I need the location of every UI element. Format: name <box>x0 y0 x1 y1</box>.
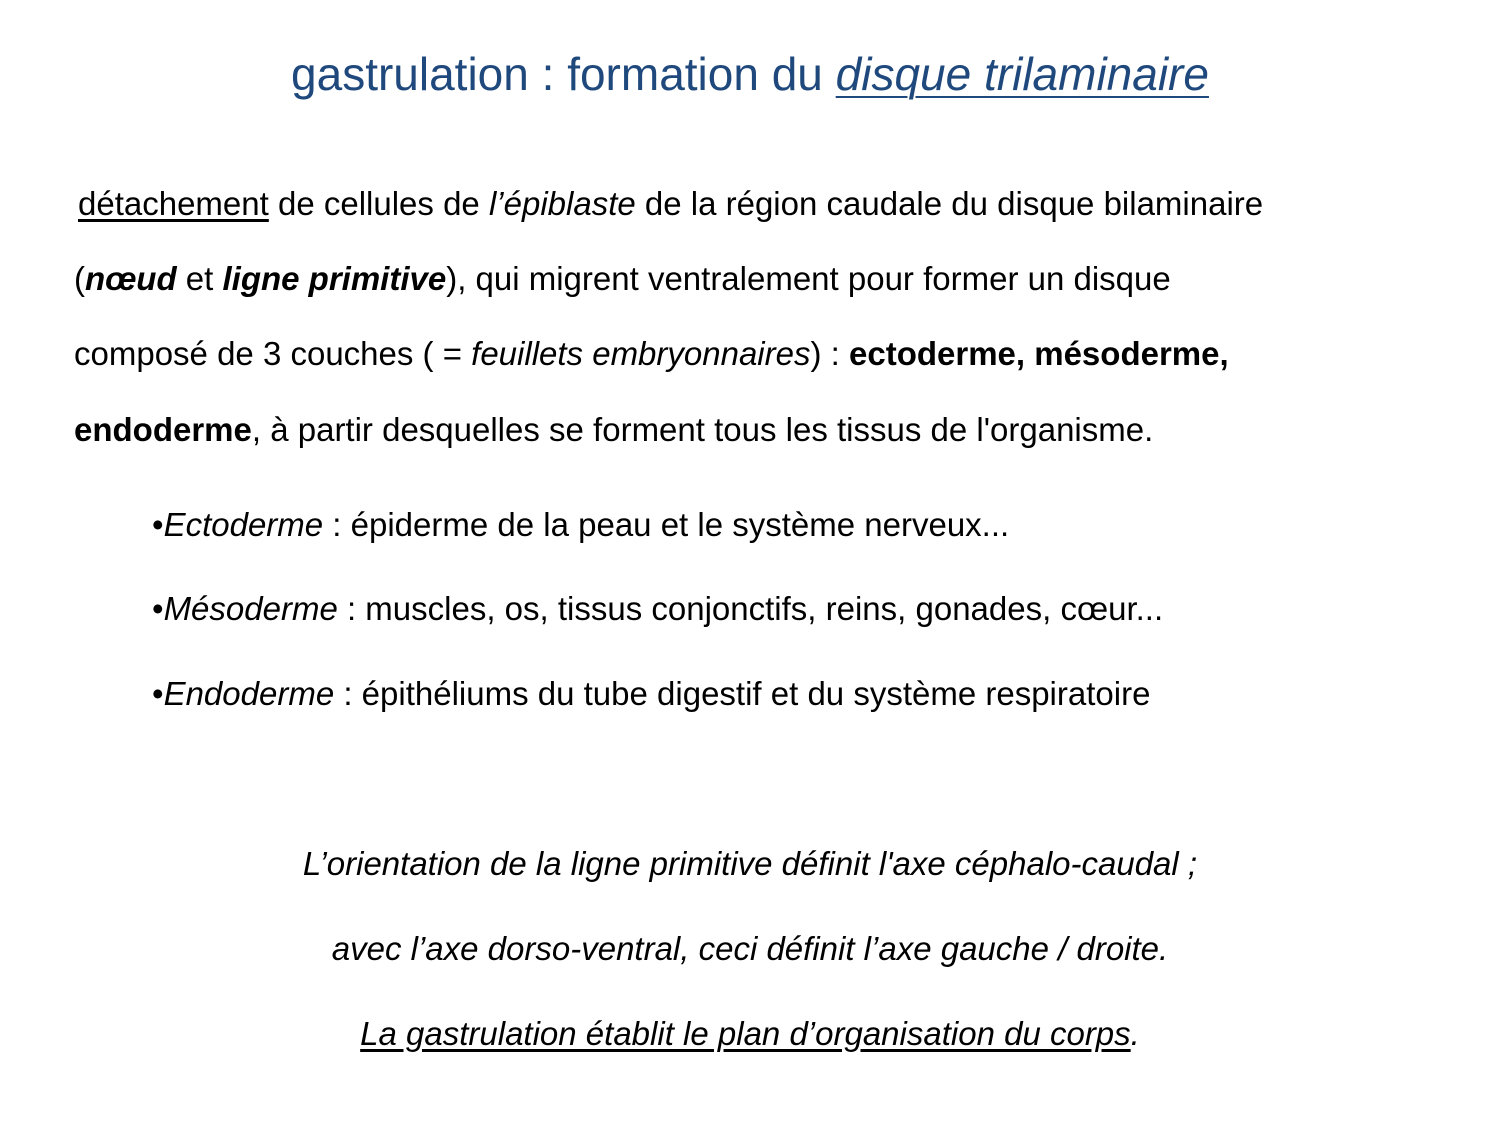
conclusion-line-1: L’orientation de la ligne primitive définit l'axe céphalo-caudal ; <box>302 845 1198 882</box>
title-emphasis: disque trilaminaire <box>835 48 1209 100</box>
paragraph-text: et <box>176 260 223 297</box>
term-epiblaste: l’épiblaste <box>488 185 636 222</box>
bullet-text: : épithéliums du tube digestif et du système respiratoire <box>334 675 1151 712</box>
bullet-marker: • <box>152 506 164 543</box>
title-prefix: gastrulation : formation du <box>291 48 836 100</box>
slide-title <box>0 42 1500 106</box>
conclusion-line-3 <box>0 1012 1500 1056</box>
bullet-term: Ectoderme <box>163 506 324 543</box>
term-noeud: nœud <box>85 260 177 297</box>
term-layers: ectoderme, mésoderme, <box>849 335 1229 372</box>
term-feuillets: feuillets embryonnaires <box>471 335 811 372</box>
bullet-item-ectoderme <box>152 503 1009 547</box>
conclusion-line-2: avec l’axe dorso-ventral, ceci définit l’axe gauche / droite. <box>331 930 1169 967</box>
paragraph-text: de la région caudale du disque bilaminaire <box>635 185 1264 222</box>
bullet-term: Mésoderme <box>163 590 338 627</box>
paragraph-text: , à partir desquelles se forment tous les tissus de l'organisme. <box>251 411 1154 448</box>
bullet-item-endoderme <box>152 672 1150 716</box>
term-detachement: détachement <box>78 185 269 222</box>
bullet-term: Endoderme <box>163 675 335 712</box>
bullet-item-mesoderme <box>152 587 1163 631</box>
conclusion-end: . <box>1130 1015 1140 1052</box>
paragraph-text: ( <box>74 260 85 297</box>
paragraph-text: composé de 3 couches ( = <box>74 335 472 372</box>
paragraph-line-1 <box>78 182 1263 226</box>
paragraph-text: de cellules de <box>268 185 489 222</box>
bullet-text: : épiderme de la peau et le système nerveux... <box>323 506 1010 543</box>
conclusion-underlined: La gastrulation établit le plan d’organisation du corps <box>360 1015 1131 1052</box>
bullet-marker: • <box>152 675 164 712</box>
term-ligne-primitive: ligne primitive <box>222 260 447 297</box>
paragraph-text: ) : <box>810 335 849 372</box>
paragraph-text: ), qui migrent ventralement pour former un disque <box>446 260 1171 297</box>
bullet-marker: • <box>152 590 164 627</box>
paragraph-line-4 <box>74 408 1153 452</box>
paragraph-line-2 <box>74 257 1171 301</box>
term-endoderme: endoderme <box>74 411 252 448</box>
paragraph-line-3 <box>74 332 1229 376</box>
bullet-text: : muscles, os, tissus conjonctifs, reins, gonades, cœur... <box>337 590 1164 627</box>
